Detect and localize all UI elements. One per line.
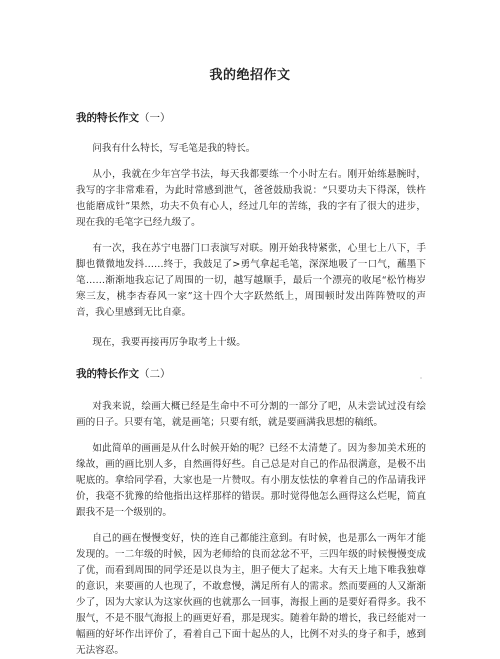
- scan-speck: [420, 377, 422, 379]
- section-number: （一）: [139, 112, 171, 124]
- paragraph: 现在，我要再接再厉争取考上十级。: [92, 337, 246, 348]
- section-heading-text: 我的特长作文: [76, 368, 139, 380]
- section-heading-text: 我的特长作文: [76, 112, 139, 124]
- paragraph: 问我有什么特长，写毛笔是我的特长。: [92, 143, 256, 154]
- section-number: （二）: [139, 368, 171, 380]
- paragraph: 自己的画在慢慢变好，快的连自己都能注意到。有时候，也是那么一两年才能发现的。一二年级的时候，因为老师给的良而忿忿不平，三四年级的时候慢慢变成了优，而看到周围的同学还是以良为主，胆子便大了起来。大有天上地下唯我独尊的意识，来要画的人也现了，不敢怠慢，满足所有人的需求。然而要画的人又渐渐少了，因为大家认为这家伙画的也就那么一回事，海报上画的是要好看得多。我不服气，不是不服气海报上的画更好看，那是现实。随着年龄的增长，我已经能对一幅画的好坏作出评价了，看着自己下面十起丛的人，比例不对头的身子和手，感到无法容忍。: [76, 533, 426, 656]
- section-heading-1: [76, 112, 426, 125]
- paragraph: 如此简单的画画是从什么时候开始的呢？已经不太清楚了。因为参加美术班的缘故，画的画比别人多，自然画得好些。自己总是对自己的作品很满意，是极不出呢底的。拿给同学看，大家也是一片赞叹。有小朋友怯怯的拿着自己的作品请我评价，我毫不犹豫的给他指出这样那样的错误。那时觉得他怎么画得这么烂呢，简直跟我不是一个级别的。: [76, 443, 426, 518]
- paragraph: 有一次，我在苏宁电器门口表演写对联。刚开始我特紧张，心里七上八下，手脚也微微地发抖……终于，我鼓足了>勇气拿起毛笔，深深地吸了一口气，蘸墨下笔……渐渐地我忘记了周围的一切，越写越顺手，最后一个漂亮的收尾“松竹梅岁寒三友，桃李杏春风一家”这十四个大字跃然纸上，周围顿时发出阵阵赞叹的声音，我心里感到无比自豪。: [76, 243, 426, 318]
- document-title: 我的绝招作文: [209, 68, 291, 83]
- document-body: [76, 112, 426, 659]
- paragraph: 对我来说，绘画大概已经是生命中不可分割的一部分了吧，从未尝试过没有绘画的日子。只要有笔，就是画笔；只要有纸，就是要画满我思想的稿纸。: [76, 401, 426, 428]
- paragraph: 从小，我就在少年宫学书法，每天我都要练一个小时左右。刚开始练悬腕时，我写的字非常难看，为此时常感到泄气，爸爸鼓励我说：“只要功夫下得深，铁杵也能磨成针”果然，功夫不负有心人，经过几年的苦练，我的字有了很大的进步，现在我的毛笔字已经九级了。: [76, 169, 426, 228]
- section-heading-2: [76, 368, 426, 381]
